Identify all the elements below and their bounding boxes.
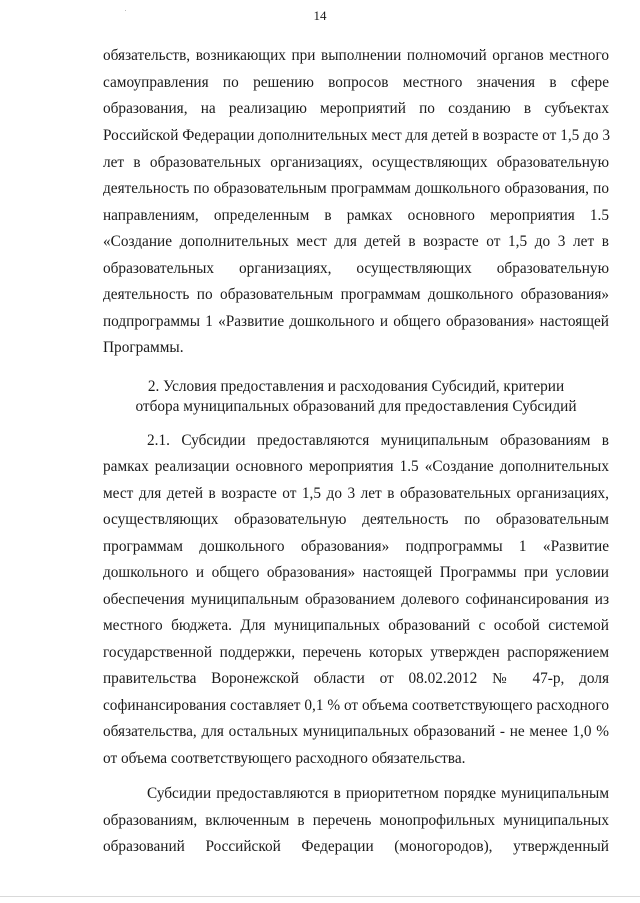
text-line: подпрограммы 1 «Развитие дошкольного и общего образования» настоящей — [103, 313, 609, 330]
text-line: осуществляющих образовательную деятельность по образовательным — [103, 511, 609, 528]
text-line: мест для детей в возрасте от 1,5 до 3 лет в образовательных организациях, — [103, 485, 609, 502]
text-line: правительства Воронежской области от 08.02.2012 № 47-р, доля — [103, 670, 609, 687]
text-line: лет в образовательных организациях, осуществляющих образовательную — [103, 154, 609, 171]
text-line: деятельность по образовательным программам дошкольного образования, по — [103, 180, 609, 197]
text-line: Субсидии предоставляются в приоритетном порядке муниципальным — [147, 785, 609, 802]
text-line: обязательства, для остальных муниципальных образований - не менее 1,0 % — [103, 723, 609, 740]
text-line: дошкольного и общего образования» настоящей Программы при условии — [103, 564, 609, 581]
text-line: образованиям, включенным в перечень монопрофильных муниципальных — [103, 812, 609, 829]
text-line: обязательств, возникающих при выполнении полномочий органов местного — [103, 47, 609, 64]
text-line: направлениям, определенным в рамках основного мероприятия 1.5 — [103, 207, 609, 224]
page-number: 14 — [313, 8, 327, 23]
text-line: 2.1. Субсидии предоставляются муниципальным образованиям в — [147, 432, 609, 449]
text-line: софинансирования составляет 0,1 % от объема соответствующего расходного — [103, 697, 609, 714]
text-line: местного бюджета. Для муниципальных образований с особой системой — [103, 617, 609, 634]
text-line: программам дошкольного образования» подпрограммы 1 «Развитие — [103, 538, 609, 555]
text-line: образовательных организациях, осуществляющих образовательную — [103, 260, 609, 277]
text-line: рамках реализации основного мероприятия 1.5 «Создание дополнительных — [103, 458, 609, 475]
text-line: «Создание дополнительных мест для детей в возрасте от 1,5 до 3 лет в — [103, 233, 609, 250]
text-line: от объема соответствующего расходного обязательства. — [103, 750, 466, 767]
heading-line: 2. Условия предоставления и расходования Субсидий, критерии — [147, 378, 565, 395]
text-line: деятельность по образовательным программам дошкольного образования» — [103, 286, 609, 303]
text-line: Российской Федерации дополнительных мест для детей в возрасте от 1,5 до 3 — [103, 127, 611, 144]
text-line: образований Российской Федерации (моногородов), утвержденный — [103, 838, 609, 855]
text-line: Программы. — [103, 339, 184, 356]
text-line: образования, на реализацию мероприятий по созданию в субъектах — [103, 100, 609, 117]
text-line: обеспечения муниципальным образованием долевого софинансирования из — [103, 591, 609, 608]
text-line: государственной поддержки, перечень которых утвержден распоряжением — [103, 644, 609, 661]
text-line: самоуправления по решению вопросов местного значения в сфере — [103, 74, 609, 91]
scan-edge — [0, 896, 640, 897]
heading-line: отбора муниципальных образований для предоставления Субсидий — [135, 398, 577, 415]
